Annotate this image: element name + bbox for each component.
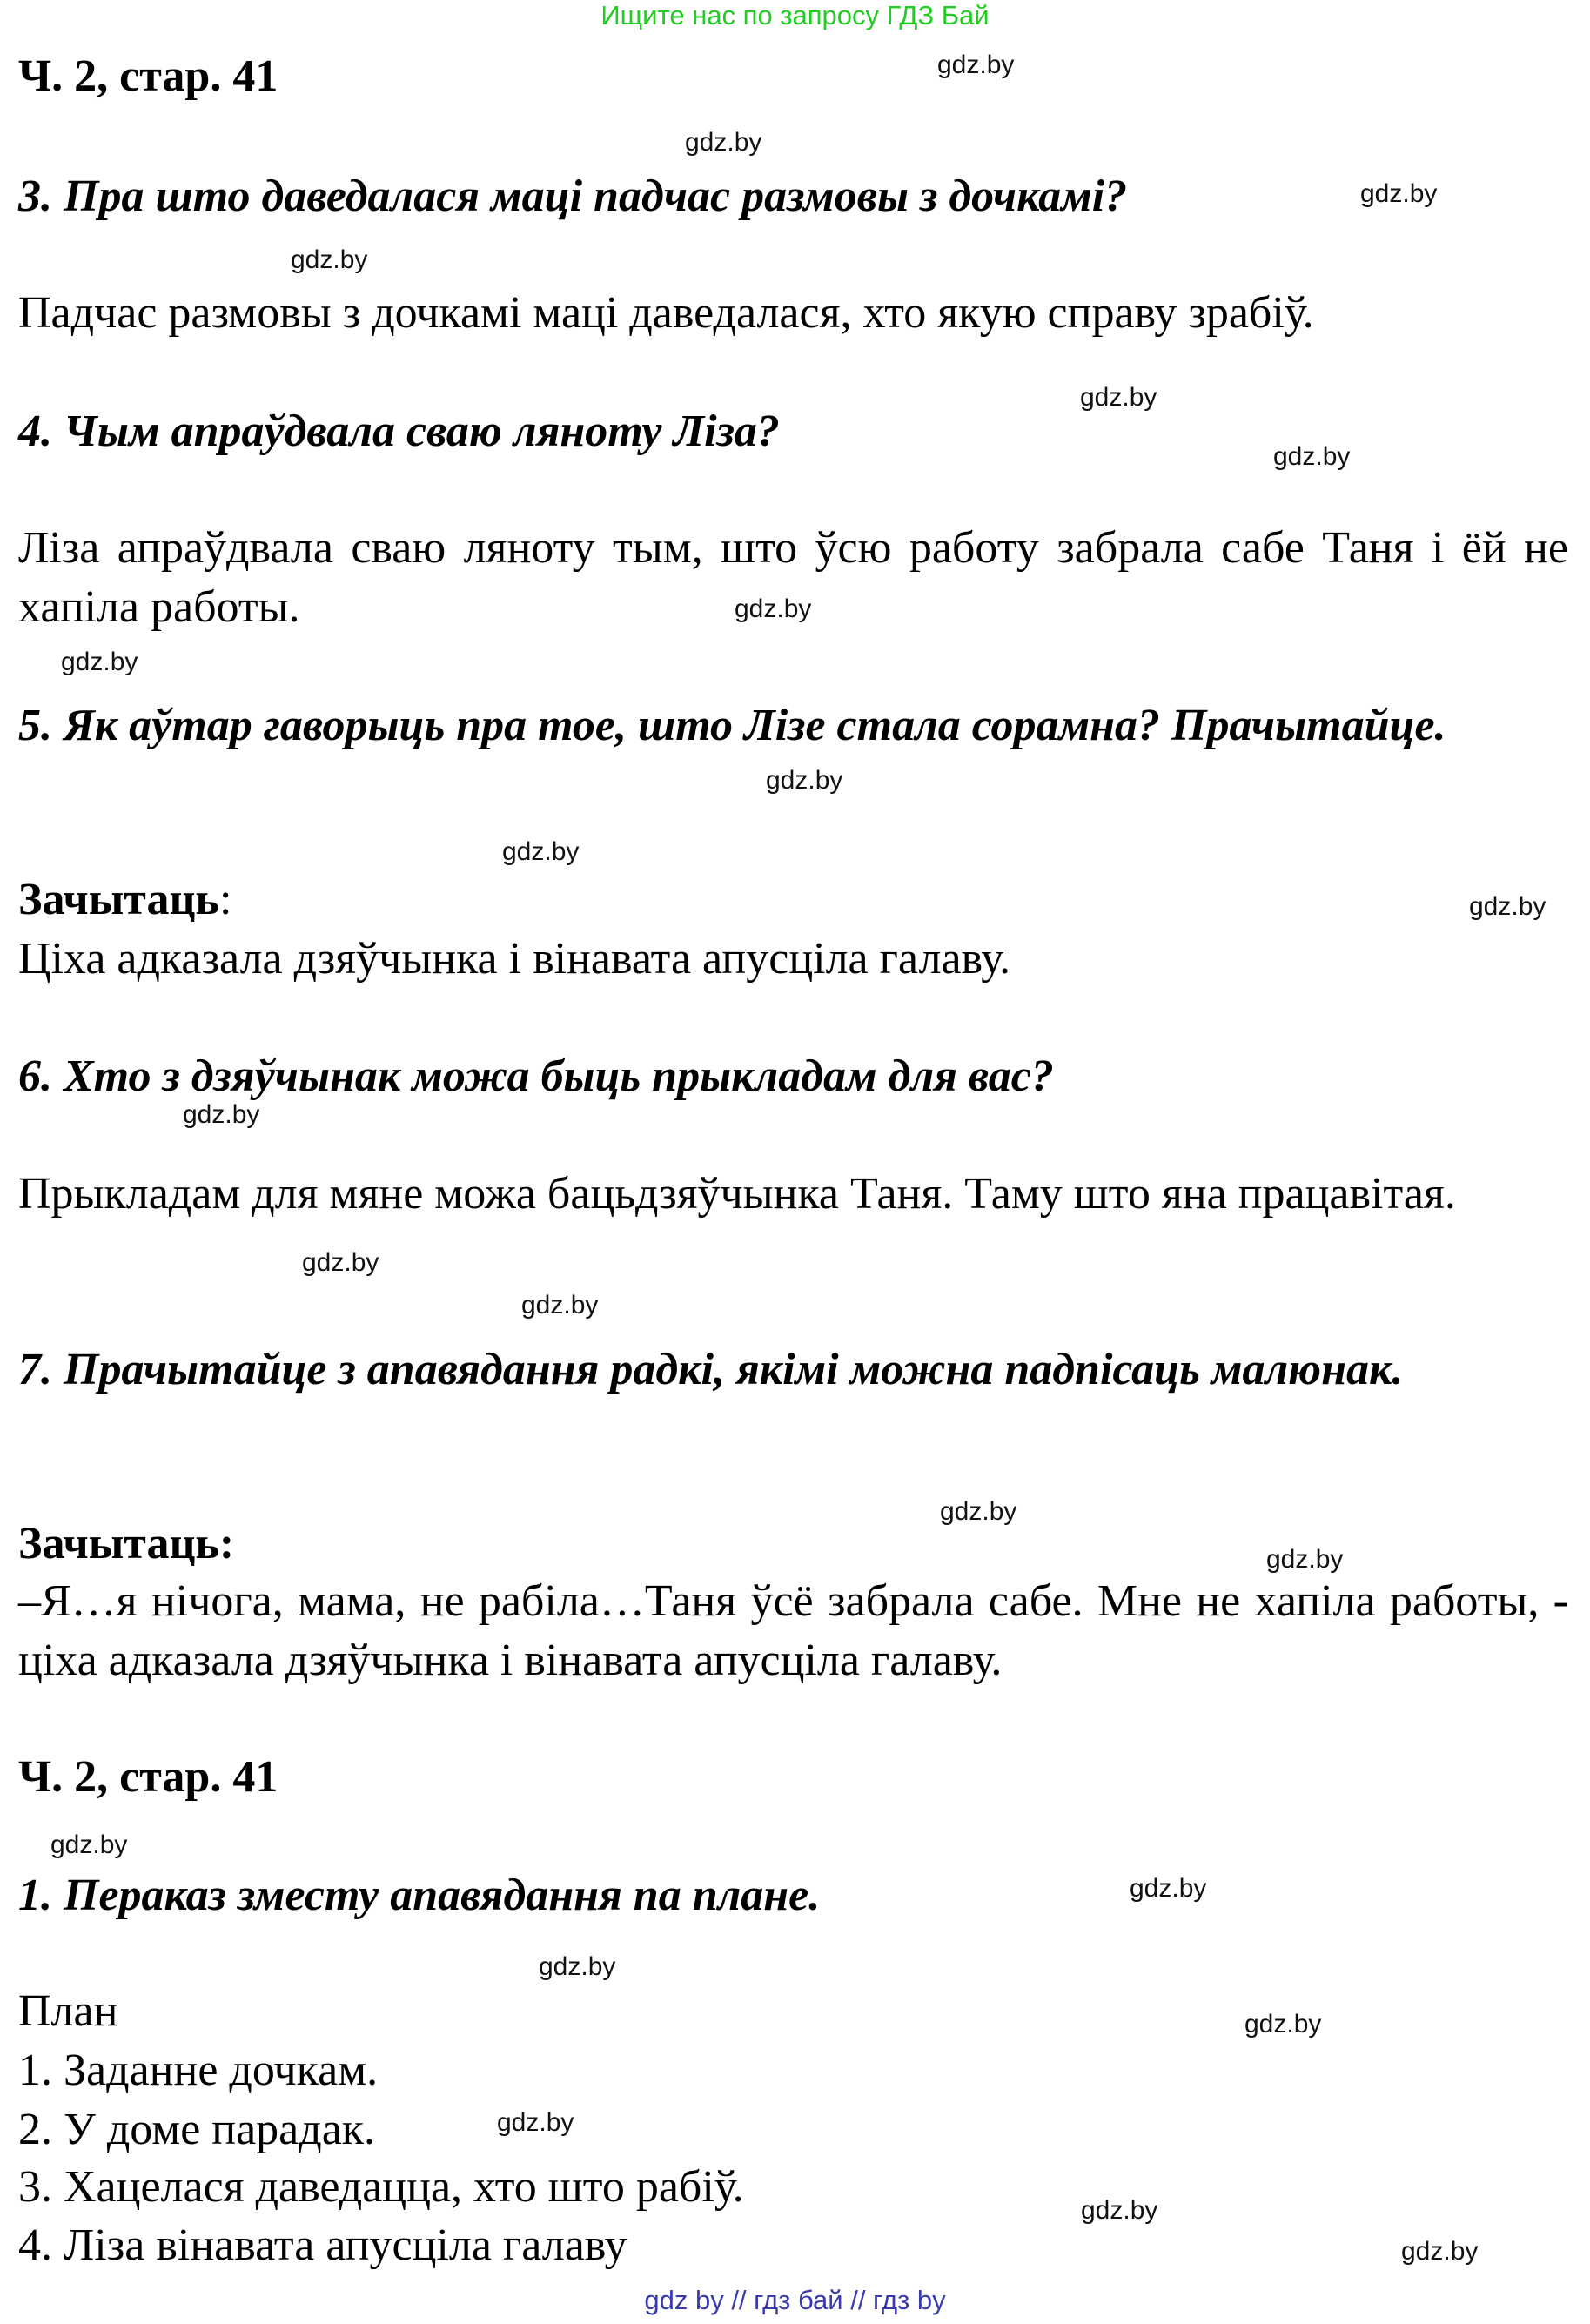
watermark: gdz.by — [940, 1497, 1017, 1526]
watermark: gdz.by — [1469, 892, 1546, 921]
read-label-5-colon: : — [218, 875, 232, 924]
plan-title: План — [18, 1986, 118, 2036]
section-header: Ч. 2, стар. 41 — [18, 51, 278, 101]
read-label-5 — [18, 870, 1568, 930]
top-banner[interactable]: Ищите нас по запросу ГДЗ Бай — [600, 0, 990, 30]
watermark: gdz.by — [502, 837, 580, 866]
question-5: 5. Як аўтар гаворыць пра тое, што Лізе стала сорамна? Прачытайце. — [18, 701, 1446, 750]
footer-links[interactable]: gdz by // гдз бай // гдз by — [644, 2285, 946, 2315]
watermark: gdz.by — [937, 50, 1015, 79]
watermark: gdz.by — [735, 594, 812, 623]
watermark: gdz.by — [1273, 442, 1351, 471]
watermark: gdz.by — [1244, 2010, 1322, 2039]
read-label-7: Зачытаць: — [18, 1519, 235, 1568]
answer-4: Ліза апраўдвала сваю ляноту тым, што ўсю работу забрала сабе Таня і ёй не хапіла работы. — [18, 523, 1568, 632]
watermark: gdz.by — [685, 128, 762, 157]
section-header-2: Ч. 2, стар. 41 — [18, 1752, 278, 1802]
watermark: gdz.by — [50, 1830, 128, 1859]
plan-item: 2. У доме парадак. — [18, 2105, 376, 2154]
answer-6: Прыкладам для мяне можа бацьдзяўчынка Таня. Таму што яна працавітая. — [18, 1169, 1456, 1219]
question-3: 3. Пра што даведалася маці падчас размовы з дочкамі? — [18, 171, 1128, 221]
question-6: 6. Хто з дзяўчынак можа быць прыкладам для вас? — [18, 1051, 1054, 1101]
watermark: gdz.by — [1130, 1874, 1207, 1903]
watermark: gdz.by — [302, 1248, 379, 1277]
watermark: gdz.by — [539, 1952, 616, 1981]
watermark: gdz.by — [1360, 179, 1438, 208]
plan-item: 3. Хацелася даведацца, хто што рабіў. — [18, 2162, 744, 2212]
answer-5: Ціха адказала дзяўчынка і вінавата апусціла галаву. — [18, 934, 1011, 984]
watermark: gdz.by — [291, 245, 368, 274]
watermark: gdz.by — [1080, 383, 1157, 412]
question-7: 7. Прачытайце з апавядання радкі, якімі можна падпісаць малюнак. — [18, 1345, 1404, 1394]
watermark: gdz.by — [521, 1291, 599, 1320]
watermark: gdz.by — [61, 648, 138, 676]
read-label-5-text: Зачытаць — [18, 875, 219, 924]
watermark: gdz.by — [1081, 2196, 1158, 2225]
question-4: 4. Чым апраўдвала сваю ляноту Ліза? — [18, 406, 780, 456]
plan-item: 4. Ліза вінавата апусціла галаву — [18, 2220, 627, 2270]
answer-3: Падчас размовы з дочкамі маці даведалася, хто якую справу зрабіў. — [18, 288, 1314, 338]
answer-7: –Я…я нічога, мама, не рабіла…Таня ўсё забрала сабе. Мне не хапіла работы, - ціха адказала дзяўчынка і вінавата апусціла галаву. — [18, 1576, 1568, 1685]
watermark: gdz.by — [766, 766, 843, 795]
watermark: gdz.by — [1401, 2237, 1479, 2266]
plan-item: 1. Заданне дочкам. — [18, 2045, 379, 2095]
watermark: gdz.by — [1266, 1545, 1344, 1574]
watermark: gdz.by — [183, 1100, 260, 1129]
watermark: gdz.by — [497, 2108, 574, 2137]
question-1: 1. Пераказ зместу апавядання па плане. — [18, 1871, 821, 1920]
